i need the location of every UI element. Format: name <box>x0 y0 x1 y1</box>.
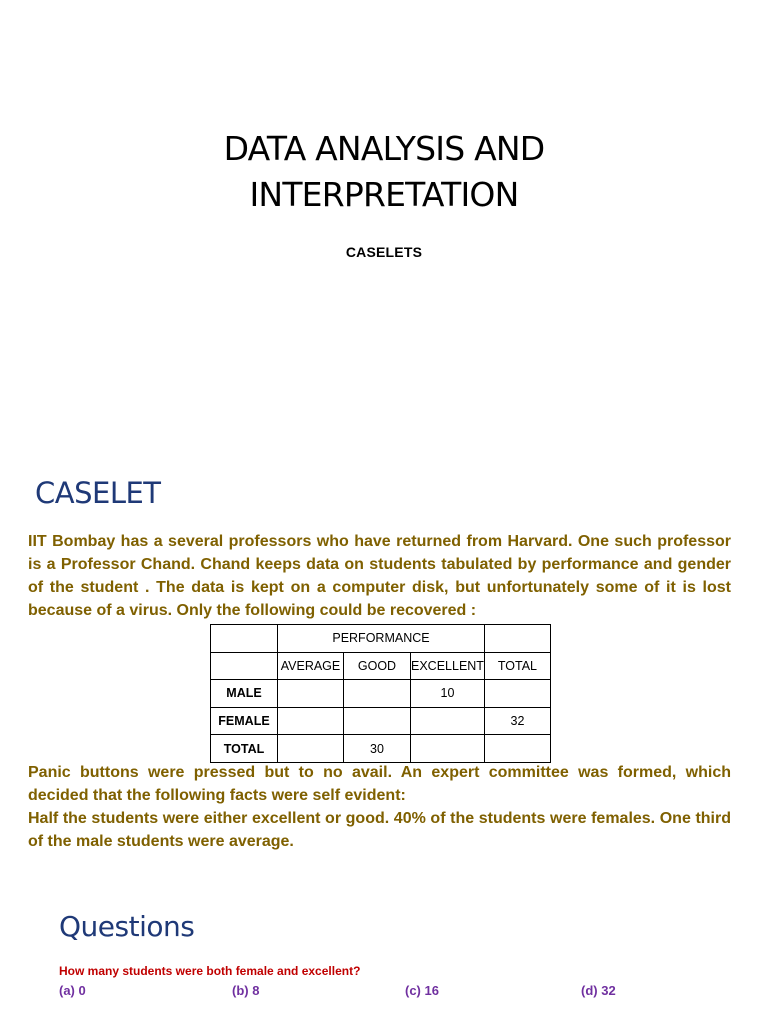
table-header-row <box>211 625 551 653</box>
option-c[interactable]: (c) 16 <box>405 983 439 998</box>
row-label: TOTAL <box>211 735 278 763</box>
facts-text-1: Panic buttons were pressed but to no avail. An expert committee was formed, which decided that the following facts were self evident: <box>28 764 731 804</box>
table-column-row <box>211 652 551 680</box>
caselet-intro-paragraph <box>28 530 731 622</box>
table-empty-cell <box>484 625 550 653</box>
caselet-intro-text: IIT Bombay has a several professors who have returned from Harvard. One such professor is a Professor Chand. Chand keeps data on students tabulated by performance and gender of the student . The data is kept on a computer disk, but unfortunately some of it is lost because of a virus. Only the following could be recovered : <box>28 533 731 619</box>
table-cell: 10 <box>411 680 485 708</box>
slide-subtitle: CASELETS <box>345 244 423 260</box>
table-cell <box>278 707 344 735</box>
facts-text-2: Half the students were either excellent or good. 40% of the students were females. One third of the male students were average. <box>28 810 731 850</box>
title-line-1: DATA ANALYSIS AND <box>223 129 545 168</box>
table-row <box>211 735 551 763</box>
table-cell <box>278 735 344 763</box>
column-header: GOOD <box>344 652 411 680</box>
table-cell <box>411 707 485 735</box>
table-cell: 30 <box>344 735 411 763</box>
question-text: How many students were both female and excellent? <box>59 964 361 978</box>
questions-heading: Questions <box>59 910 195 943</box>
title-line-2: INTERPRETATION <box>249 175 519 214</box>
column-header: AVERAGE <box>278 652 344 680</box>
option-d[interactable]: (d) 32 <box>581 983 616 998</box>
row-label: FEMALE <box>211 707 278 735</box>
table-cell <box>278 680 344 708</box>
table-cell <box>484 735 550 763</box>
option-a[interactable]: (a) 0 <box>59 983 86 998</box>
performance-group-header: PERFORMANCE <box>278 625 485 653</box>
table-cell <box>344 707 411 735</box>
table-row <box>211 707 551 735</box>
row-label: MALE <box>211 680 278 708</box>
table-cell <box>411 735 485 763</box>
table-corner-cell <box>211 625 278 653</box>
table-cell: 32 <box>484 707 550 735</box>
caselet-heading: CASELET <box>35 476 161 510</box>
slide-title <box>0 126 768 218</box>
table-row <box>211 680 551 708</box>
performance-table <box>210 624 551 763</box>
table-cell <box>484 680 550 708</box>
column-header: EXCELLENT <box>411 652 485 680</box>
table-corner-cell <box>211 652 278 680</box>
caselet-facts-paragraph <box>28 761 731 853</box>
table-cell <box>344 680 411 708</box>
column-header: TOTAL <box>484 652 550 680</box>
option-b[interactable]: (b) 8 <box>232 983 260 998</box>
